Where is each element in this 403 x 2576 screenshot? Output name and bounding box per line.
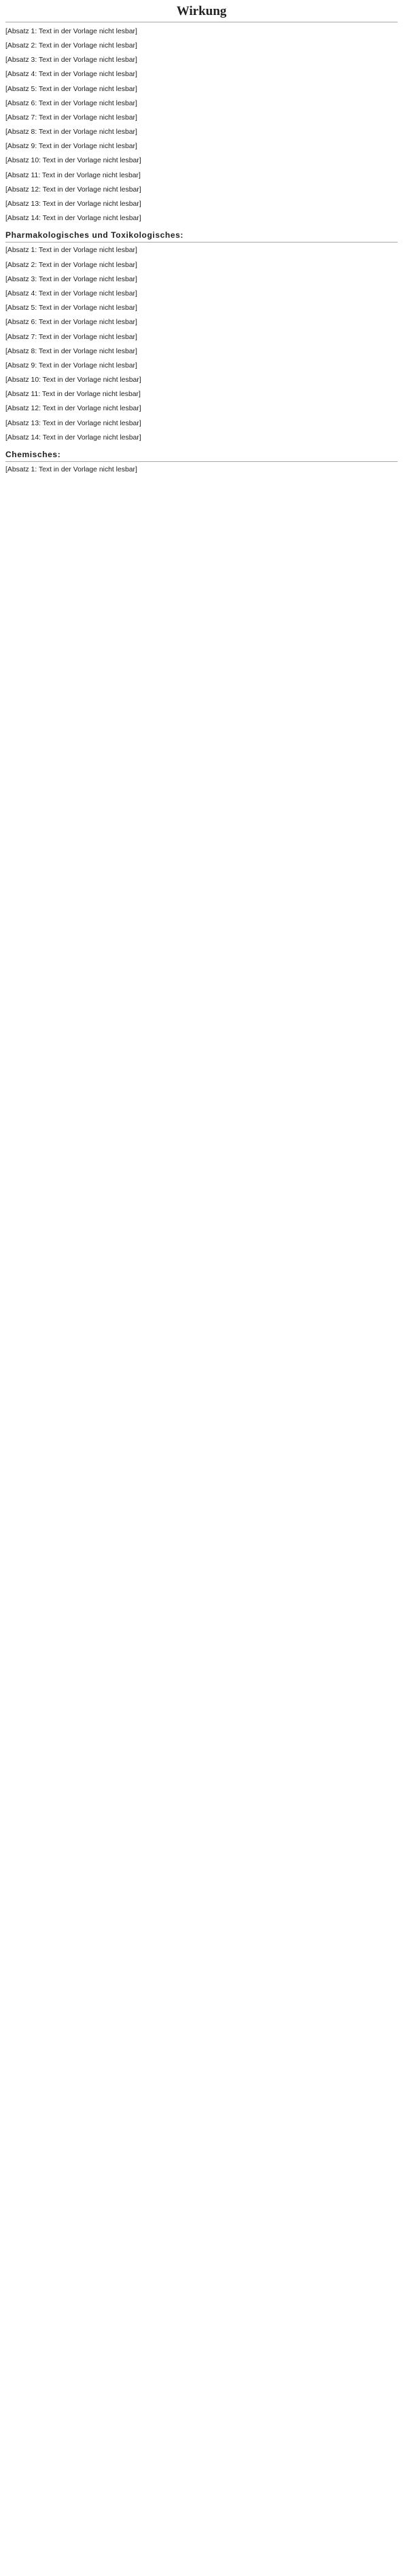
article-paragraph: [Absatz 8: Text in der Vorlage nicht lesbar]: [5, 128, 137, 137]
article-body: [5, 26, 398, 475]
section-heading: Pharmakologisches und Toxikologisches:: [5, 230, 398, 243]
article-paragraph: [Absatz 8: Text in der Vorlage nicht lesbar]: [5, 347, 137, 355]
article-paragraph: [Absatz 1: Text in der Vorlage nicht lesbar]: [5, 466, 137, 474]
article-paragraph: [Absatz 3: Text in der Vorlage nicht lesbar]: [5, 275, 137, 283]
article-paragraph: [Absatz 5: Text in der Vorlage nicht lesbar]: [5, 85, 137, 93]
article-paragraph: [Absatz 6: Text in der Vorlage nicht lesbar]: [5, 319, 137, 327]
article-paragraph: [Absatz 10: Text in der Vorlage nicht lesbar]: [5, 157, 141, 165]
article-paragraph: [Absatz 10: Text in der Vorlage nicht lesbar]: [5, 376, 141, 384]
article-paragraph: [Absatz 3: Text in der Vorlage nicht lesbar]: [5, 56, 137, 65]
section-heading: Chemisches:: [5, 450, 398, 462]
article-paragraph: [Absatz 4: Text in der Vorlage nicht lesbar]: [5, 71, 137, 79]
article-section: [5, 230, 398, 443]
article-paragraph: [Absatz 7: Text in der Vorlage nicht lesbar]: [5, 113, 137, 122]
article-paragraph: [Absatz 13: Text in der Vorlage nicht lesbar]: [5, 419, 141, 427]
article-paragraph: [Absatz 14: Text in der Vorlage nicht lesbar]: [5, 433, 141, 442]
article-paragraph: [Absatz 4: Text in der Vorlage nicht lesbar]: [5, 289, 137, 298]
article-paragraph: [Absatz 1: Text in der Vorlage nicht lesbar]: [5, 27, 137, 35]
article-paragraph: [Absatz 9: Text in der Vorlage nicht lesbar]: [5, 143, 137, 151]
article-paragraph: [Absatz 5: Text in der Vorlage nicht lesbar]: [5, 304, 137, 312]
article-paragraph: [Absatz 13: Text in der Vorlage nicht lesbar]: [5, 200, 141, 209]
article-paragraph: [Absatz 9: Text in der Vorlage nicht lesbar]: [5, 361, 137, 370]
article-paragraph: [Absatz 14: Text in der Vorlage nicht lesbar]: [5, 215, 141, 223]
article-paragraph: [Absatz 11: Text in der Vorlage nicht lesbar]: [5, 391, 141, 399]
article-section: [5, 450, 398, 475]
article-paragraph: [Absatz 1: Text in der Vorlage nicht lesbar]: [5, 247, 137, 255]
article-paragraph: [Absatz 2: Text in der Vorlage nicht lesbar]: [5, 41, 137, 50]
article-title: Wirkung: [5, 4, 398, 22]
article-paragraph: [Absatz 7: Text in der Vorlage nicht lesbar]: [5, 333, 137, 341]
article-paragraph: [Absatz 12: Text in der Vorlage nicht lesbar]: [5, 185, 141, 194]
article-paragraph: [Absatz 2: Text in der Vorlage nicht lesbar]: [5, 261, 137, 269]
article-paragraph: [Absatz 6: Text in der Vorlage nicht lesbar]: [5, 99, 137, 107]
article-paragraph: [Absatz 11: Text in der Vorlage nicht lesbar]: [5, 171, 141, 179]
article-section: [5, 26, 398, 224]
article-paragraph: [Absatz 12: Text in der Vorlage nicht lesbar]: [5, 405, 141, 413]
